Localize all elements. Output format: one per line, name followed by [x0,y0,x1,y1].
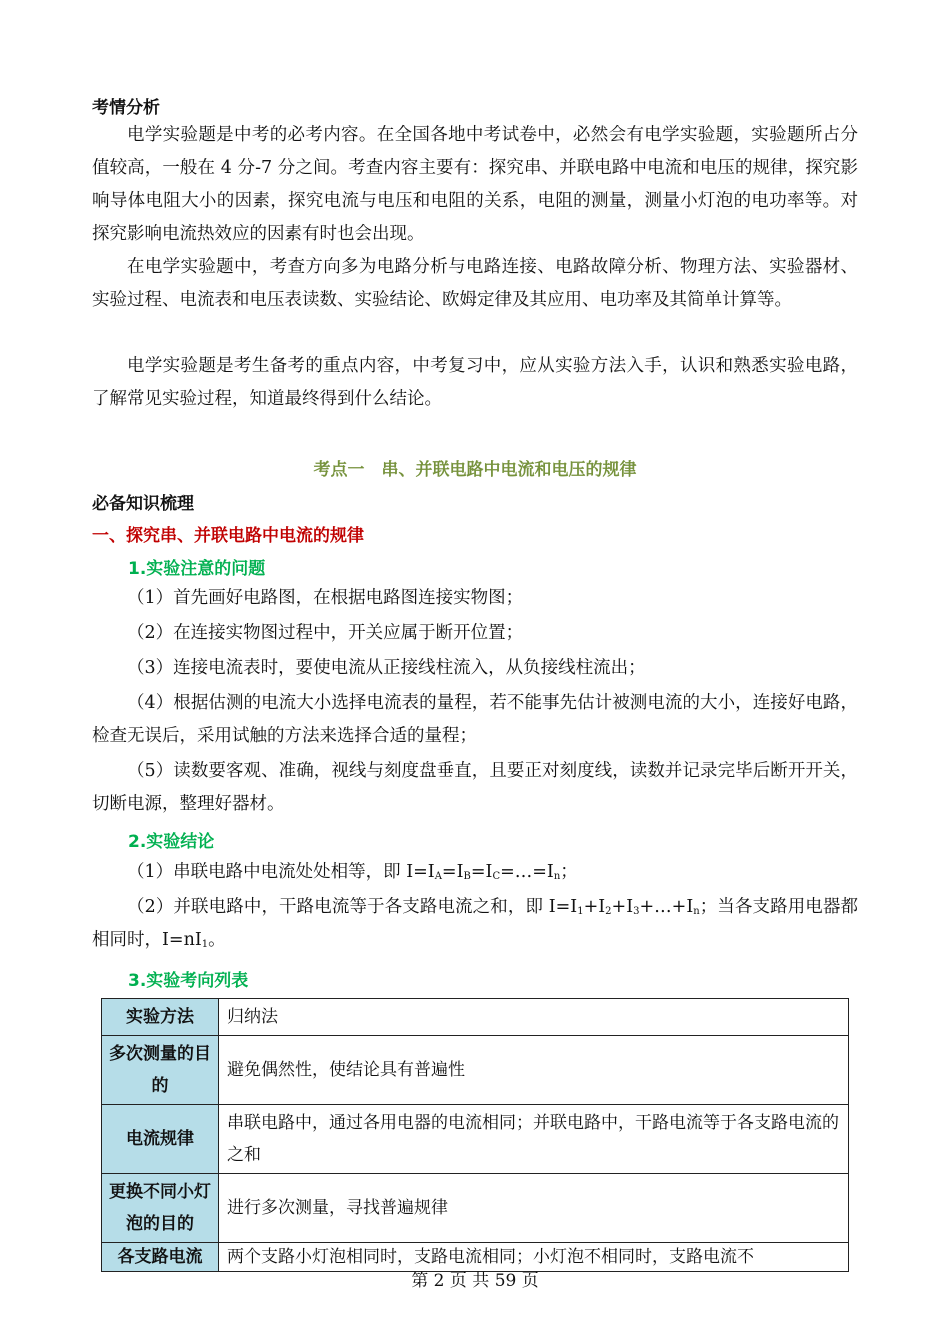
conclusion-series: （1）串联电路中电流处处相等，即 $I=I_A=I_B=I_C=\dots=I_n$； [127,862,578,882]
table-value-cell: 进行多次测量，寻找普遍规律 [219,1174,849,1243]
table-row [102,1105,849,1174]
note-item-5: （5）读数要客观、准确，视线与刻度盘垂直，且要正对刻度线，读数并记录完毕后断开开关，切断电源，整理好器材。 [92,761,858,814]
kaodian-title: 考点一 串、并联电路中电流和电压的规律 [313,460,637,480]
note-item-1: （1）首先画好电路图，在根据电路图连接实物图； [127,588,524,608]
intro-paragraph-2: 在电学实验题中，考查方向多为电路分析与电路连接、电路故障分析、物理方法、实验器材、实验过程、电流表和电压表读数、实验结论、欧姆定律及其应用、电功率及其简单计算等。 [92,257,858,310]
page-footer: 第 2 页 共 59 页 [411,1271,539,1291]
table-key-cell: 实验方法 [102,999,219,1036]
note-item-2: （2）在连接实物图过程中，开关应属于断开位置； [127,623,524,643]
intro-paragraph-1: 电学实验题是中考的必考内容。在全国各地中考试卷中，必然会有电学实验题，实验题所占分值较高，一般在 4 分-7 分之间。考查内容主要有：探究串、并联电路中电流和电压的规律，探究影响导体电阻大小的因素，探究电流与电压和电阻的关系，电阻的测量，测量小灯泡的电功率等。对探究影响电流热效应的因素有时也会出现。 [92,125,858,244]
note-item-3: （3）连接电流表时，要使电流从正接线柱流入，从负接线柱流出； [127,658,646,678]
table-row [102,1036,849,1105]
table-value-cell: 归纳法 [219,999,849,1036]
knowledge-heading: 必备知识梳理 [92,494,194,514]
part1-heading: 一、探究串、并联电路中电流的规律 [92,526,364,546]
table-value-cell: 串联电路中，通过各用电器的电流相同；并联电路中，干路电流等于各支路电流的之和 [219,1105,849,1174]
table-key-cell: 多次测量的目的 [102,1036,219,1105]
sub1-heading: 1.实验注意的问题 [128,559,266,579]
sub2-heading: 2.实验结论 [128,832,215,852]
conclusion-parallel: （2）并联电路中，干路电流等于各支路电流之和，即 $I=I_1+I_2+I_3+\dots+I_n$；当各支路用电器都相同时，$I=nI_1$。 [92,897,859,950]
section-title: 考情分析 [92,98,160,118]
table-value-cell: 两个支路小灯泡相同时，支路电流相同；小灯泡不相同时，支路电流不 [219,1243,849,1272]
table-key-cell: 更换不同小灯泡的目的 [102,1174,219,1243]
experiment-table [101,998,849,1272]
table-key-cell: 各支路电流 [102,1243,219,1272]
sub3-heading: 3.实验考向列表 [128,971,249,991]
note-item-4: （4）根据估测的电流大小选择电流表的量程，若不能事先估计被测电流的大小，连接好电路，检查无误后，采用试触的方法来选择合适的量程； [92,693,858,746]
table-row [102,1174,849,1243]
table-value-cell: 避免偶然性，使结论具有普遍性 [219,1036,849,1105]
table-key-cell: 电流规律 [102,1105,219,1174]
intro-paragraph-3: 电学实验题是考生备考的重点内容，中考复习中，应从实验方法入手，认识和熟悉实验电路，了解常见实验过程，知道最终得到什么结论。 [92,356,858,409]
table-row [102,999,849,1036]
